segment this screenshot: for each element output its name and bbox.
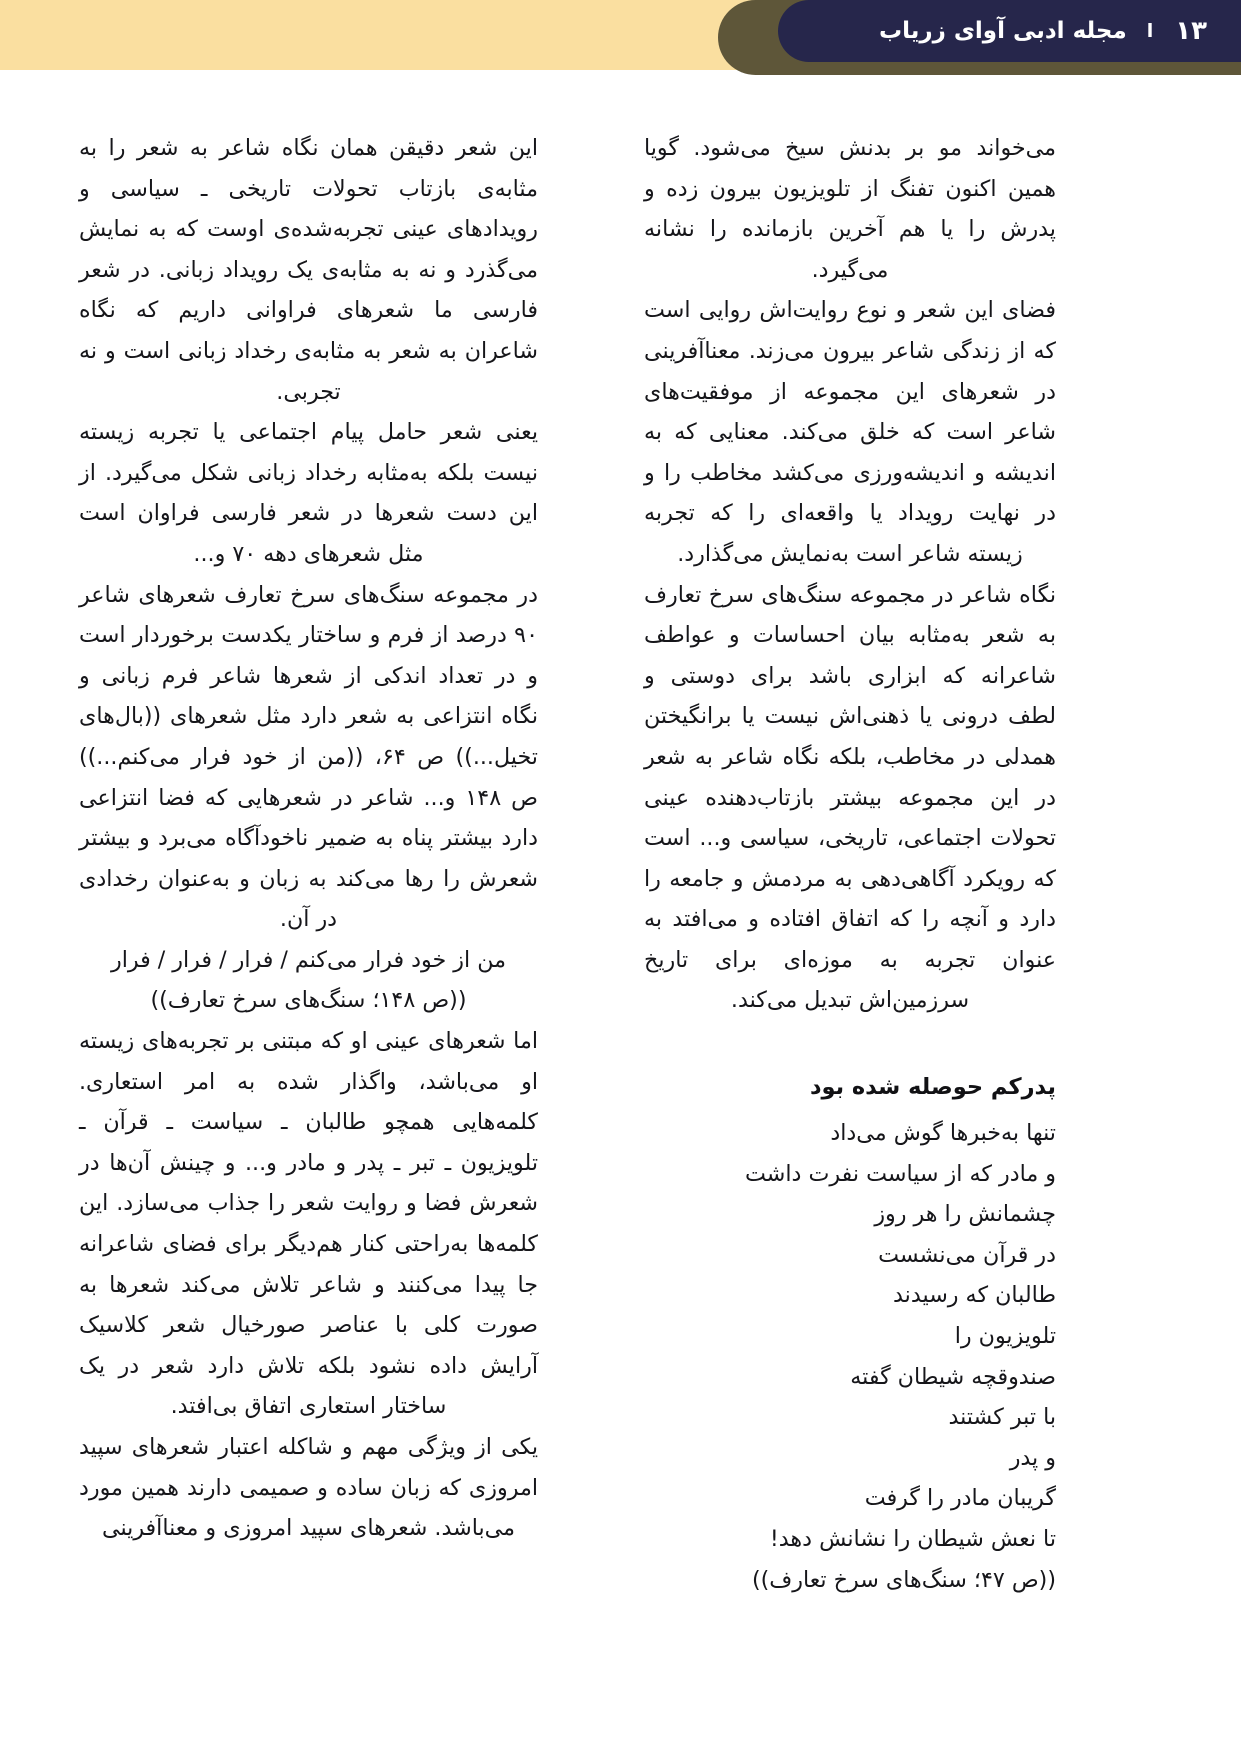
poem-line: تنها به‌خبرها گوش می‌داد — [830, 1120, 1056, 1147]
header-separator: l — [1146, 20, 1154, 42]
poem-line: با تبر کشتند — [948, 1404, 1056, 1431]
paragraph: نگاه شاعر در مجموعه سنگ‌های سرخ تعارف به شعر به‌مثابه بیان احساسات و عواطف شاعرانه که ابزاری باشد برای دوستی و لطف درونی یا ذهنی‌اش نیست یا برانگیختن همدلی در مخاطب، بلکه نگاه شاعر به شعر در این مجموعه بیشتر بازتاب‌دهنده عینی تحولات اجتماعی، تاریخی، سیاسی و... است که رویکرد آگاهی‌دهی به مردمش و جامعه را دارد و آنچه را که اتفاق افتاده و می‌افتد به عنوان تجربه به موزه‌ای برای تاریخ سرزمین‌اش تبدیل می‌کند. — [644, 581, 1056, 1014]
magazine-title: مجله ادبی آوای زریاب — [878, 18, 1127, 44]
paragraph: اما شعرهای عینی او که مبتنی بر تجربه‌های زیسته او می‌باشد، واگذار شده به امر استعاری. کلمه‌هایی همچو طالبان ـ سیاست ـ قرآن ـ تلویزیون ـ تبر ـ پدر و مادر و... و چینش آن‌ها در شعرش فضا و روایت شعر را جذاب می‌سازد. این کلمه‌ها به‌راحتی کنار هم‌دیگر برای فضای شاعرانه جا پیدا می‌کنند و شاعر تلاش می‌کند شعرها به صورت کلی با عناصر صورخیال شعر کلاسیک آرایش داده نشود بلکه تلاش دارد شعر در یک ساختار استعاری اتفاق بی‌افتد. — [79, 1028, 538, 1420]
header-navy-pill — [778, 0, 1241, 62]
poem-line: تا نعش شیطان را نشانش دهد! — [769, 1526, 1056, 1552]
paragraph: می‌خواند مو بر بدنش سیخ می‌شود. گویا همین اکنون تفنگ از تلویزیون بیرون زده و پدرش را یا هم آخرین بازمانده را نشانه می‌گیرد. — [644, 135, 1056, 283]
poem-citation: ((ص ۴۷؛ سنگ‌های سرخ تعارف)) — [751, 1566, 1056, 1593]
page-header — [0, 0, 1241, 75]
paragraph: یعنی شعر حامل پیام اجتماعی یا تجربه زیسته نیست بلکه به‌مثابه رخداد زبانی شکل می‌گیرد. از این دست شعرها در شعر فارسی فراوان است مثل شعرهای دهه ۷۰ و... — [79, 419, 538, 567]
poem-line: در قرآن می‌نشست — [878, 1241, 1056, 1268]
poem-line: طالبان که رسیدند — [893, 1282, 1056, 1309]
text-column-right — [644, 128, 1056, 1600]
poem-line: تلویزیون را — [954, 1323, 1056, 1350]
poem-title: پدرکم حوصله شده بود — [809, 1074, 1056, 1101]
poem-line: صندوقچه شیطان گفته — [850, 1363, 1056, 1390]
paragraph: فضای این شعر و نوع روایت‌اش روایی است که از زندگی شاعر بیرون می‌زند. معناآفرینی در شعرهای این مجموعه از موفقیت‌های شاعر است که خلق می‌کند. معنایی که به اندیشه و اندیشه‌ورزی می‌کشد مخاطب را و در نهایت رویداد یا واقعه‌ای را که تجربه زیسته شاعر است به‌نمایش می‌گذارد. — [644, 297, 1056, 567]
poem-line: چشمانش را هر روز — [874, 1201, 1056, 1228]
paragraph: یکی از ویژگی مهم و شاکله اعتبار شعرهای سپید امروزی که زبان ساده و صمیمی دارند همین مورد می‌باشد. شعرهای سپید امروزی و معناآفرینی — [79, 1434, 538, 1542]
quote-citation: ((ص ۱۴۸؛ سنگ‌های سرخ تعارف)) — [150, 987, 467, 1014]
text-column-left — [79, 128, 538, 1549]
paragraph: این شعر دقیقن همان نگاه شاعر به شعر را به مثابه‌ی بازتاب تحولات تاریخی ـ سیاسی و رویدادهای عینی تجربه‌شده‌ی اوست که به نمایش می‌گذرد و نه به مثابه‌ی یک رویداد زبانی. در شعر فارسی ما شعرهای فراوانی داریم که نگاه شاعران به شعر به مثابه‌ی رخداد زبانی است و نه تجربی. — [79, 135, 538, 405]
poem-line: و پدر — [1009, 1444, 1056, 1471]
poem-line: و مادر که از سیاست نفرت داشت — [745, 1160, 1056, 1187]
page-body — [0, 128, 1241, 1688]
quote-line: من از خود فرار می‌کنم / فرار / فرار / فرار — [111, 946, 506, 973]
paragraph: در مجموعه سنگ‌های سرخ تعارف شعرهای شاعر ۹۰ درصد از فرم و ساختار یکدست برخوردار است و در تعداد اندکی از شعرها شاعر فرم زبانی و نگاه انتزاعی به شعر دارد مثل شعرهای ((بال‌های تخیل...)) ص ۶۴، ((من از خود فرار می‌کنم...)) ص ۱۴۸ و... شاعر در شعرهایی که فضا انتزاعی دارد بیشتر پناه به ضمیر ناخودآگاه می‌برد و بیشتر شعرش را رها می‌کند به زبان و به‌عنوان رخدادی در آن. — [79, 581, 538, 933]
poem-line: گریبان مادر را گرفت — [864, 1485, 1056, 1512]
poem-block — [644, 1067, 1056, 1600]
page-number: ۱۳ — [1175, 16, 1207, 46]
